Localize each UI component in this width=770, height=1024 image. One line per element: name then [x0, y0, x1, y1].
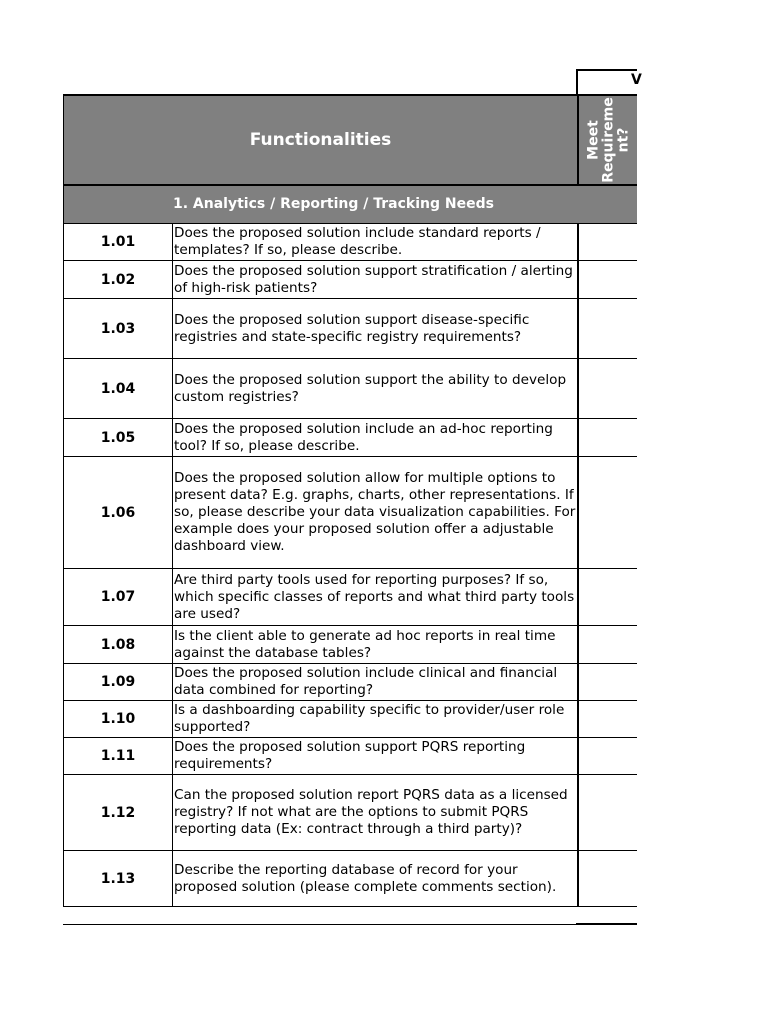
row-number: 1.08 — [100, 636, 136, 653]
meet-requirement-cell[interactable] — [577, 299, 638, 358]
meet-requirement-cell[interactable] — [577, 457, 638, 568]
row-number: 1.01 — [100, 234, 136, 250]
meet-requirement-cell[interactable] — [577, 701, 638, 737]
table-row — [63, 359, 637, 419]
table-row — [63, 626, 637, 664]
table-row — [63, 457, 637, 569]
table-row — [63, 569, 637, 626]
meet-requirement-header — [577, 96, 638, 184]
row-number: 1.12 — [100, 804, 136, 821]
row-question: Does the proposed solution include clinical and financial data combined for reporting? — [172, 664, 577, 700]
section-title: 1. Analytics / Reporting / Tracking Needs — [173, 196, 494, 212]
table-row — [63, 851, 637, 907]
row-number: 1.10 — [100, 711, 136, 727]
row-number: 1.05 — [100, 429, 136, 446]
row-number: 1.03 — [100, 320, 136, 337]
row-question: Does the proposed solution support the ability to develop custom registries? — [172, 359, 577, 418]
table-row — [63, 419, 637, 457]
divider-line — [63, 924, 576, 925]
table-row — [63, 701, 637, 738]
row-number: 1.07 — [100, 589, 136, 605]
row-number: 1.04 — [100, 380, 136, 397]
row-question: Does the proposed solution support PQRS reporting requirements? — [172, 738, 577, 774]
meet-requirement-cell[interactable] — [577, 359, 638, 418]
meet-requirement-cell[interactable] — [577, 851, 638, 906]
row-question: Is a dashboarding capability specific to provider/user role supported? — [172, 701, 577, 737]
meet-requirement-cell[interactable] — [577, 664, 638, 700]
section-header — [63, 186, 637, 223]
row-question: Does the proposed solution support stratification / alerting of high-risk patients? — [172, 261, 577, 298]
row-number: 1.09 — [100, 674, 136, 690]
row-number: 1.06 — [100, 504, 136, 521]
row-question: Are third party tools used for reporting purposes? If so, which specific classes of reports and what third party tools are used? — [172, 569, 577, 625]
table-row — [63, 261, 637, 299]
table-row — [63, 664, 637, 701]
meet-requirement-cell[interactable] — [577, 419, 638, 456]
table-header — [63, 94, 637, 186]
row-question: Can the proposed solution report PQRS data as a licensed registry? If not what are the options to submit PQRS reporting data (Ex: contract through a third party)? — [172, 775, 577, 850]
row-question: Does the proposed solution include standard reports / templates? If so, please describe. — [172, 224, 577, 260]
divider-line — [576, 923, 637, 925]
row-question: Is the client able to generate ad hoc reports in real time against the database tables? — [172, 626, 577, 663]
row-question: Describe the reporting database of record for your proposed solution (please complete comments section). — [172, 851, 577, 906]
functionalities-header: Functionalities — [249, 130, 392, 150]
table-row — [63, 738, 637, 775]
row-question: Does the proposed solution support disease-specific registries and state-specific registry requirements? — [172, 299, 577, 358]
table-row — [63, 775, 637, 851]
meet-requirement-cell[interactable] — [577, 261, 638, 298]
meet-requirement-cell[interactable] — [577, 224, 638, 260]
partial-header-label: V — [631, 72, 642, 88]
row-question: Does the proposed solution include an ad-hoc reporting tool? If so, please describe. — [172, 419, 577, 456]
table-row — [63, 223, 637, 261]
partial-header-cell — [576, 69, 642, 94]
table-row — [63, 299, 637, 359]
meet-requirement-label: Meet Requireme nt? — [585, 97, 631, 183]
meet-requirement-cell[interactable] — [577, 775, 638, 850]
row-number: 1.13 — [100, 870, 136, 887]
row-number: 1.02 — [100, 271, 136, 288]
row-number: 1.11 — [100, 748, 136, 764]
meet-requirement-cell[interactable] — [577, 626, 638, 663]
row-question: Does the proposed solution allow for multiple options to present data? E.g. graphs, charts, other representations. If so, please describe your data visualization capabilities. For example does your proposed solution offer a adjustable dashboard view. — [172, 457, 577, 568]
meet-requirement-cell[interactable] — [577, 569, 638, 625]
meet-requirement-cell[interactable] — [577, 738, 638, 774]
